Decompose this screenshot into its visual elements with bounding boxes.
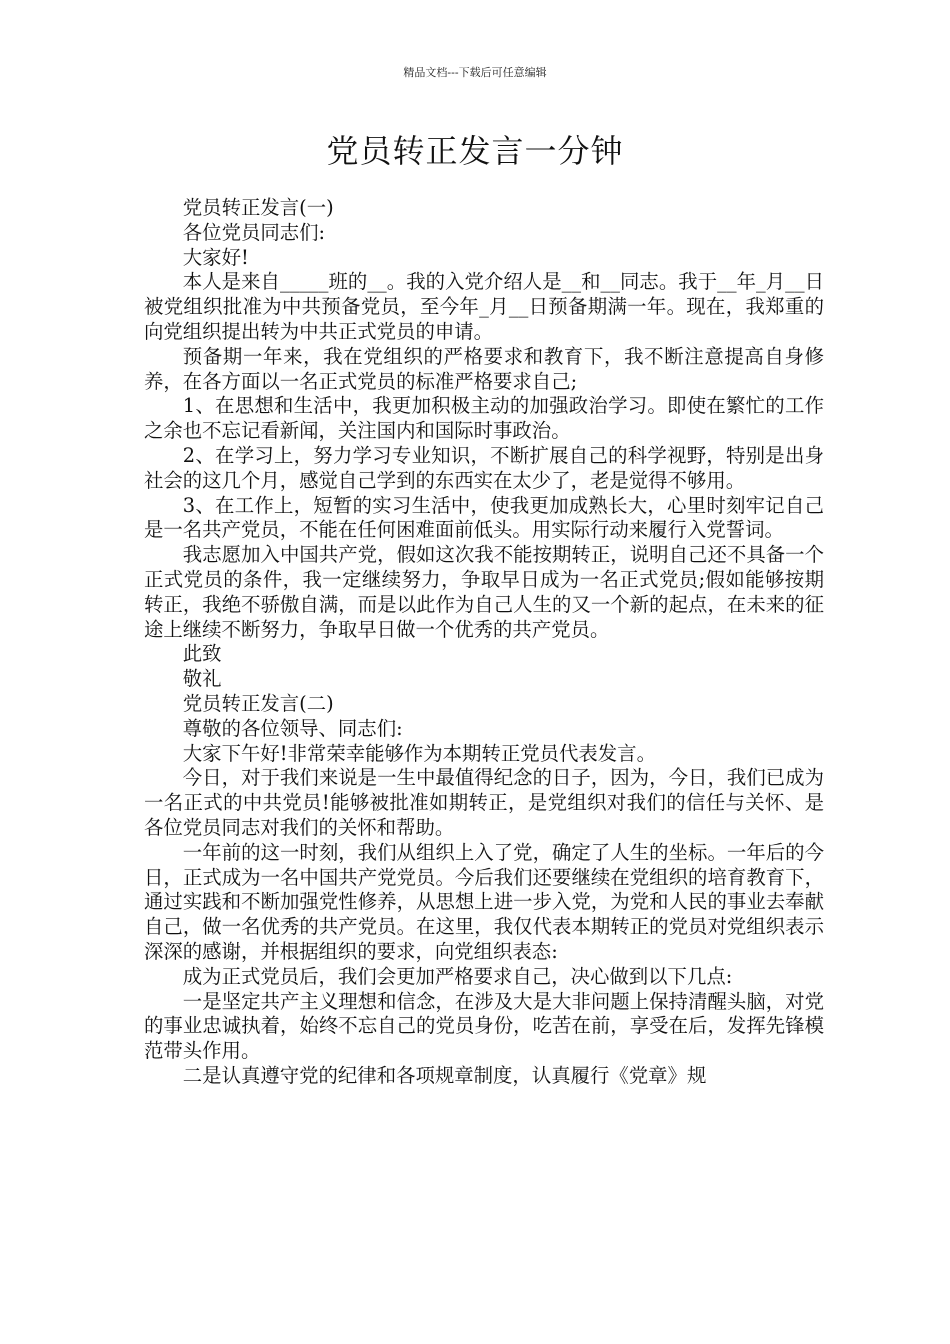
paragraph: 二是认真遵守党的纪律和各项规章制度，认真履行《党章》规	[182, 1063, 707, 1087]
paragraph: 本人是来自_____班的__。我的入党介绍人是__和__同志。我于__年_月__日被党组织批准为中共预备党员，至今年_月__日预备期满一年。现在，我郑重的向党组织提出转为中共正式党员的申请。	[144, 270, 824, 343]
paragraph: 此致	[182, 642, 222, 666]
paragraph: 尊敬的各位领导、同志们:	[182, 716, 403, 740]
paragraph: 3、在工作上，短暂的实习生活中，使我更加成熟长大，心里时刻牢记自己是一名共产党员，不能在任何困难面前低头。用实际行动来履行入党誓词。	[144, 493, 824, 542]
document-title: 党员转正发言一分钟	[326, 132, 624, 170]
paragraph: 党员转正发言(一)	[182, 196, 334, 219]
paragraph: 大家好!	[182, 245, 249, 269]
paragraph: 2、在学习上，努力学习专业知识，不断扩展自己的科学视野，特别是出身社会的这几个月，感觉自己学到的东西实在太少了，老是觉得不够用。	[144, 443, 824, 492]
paragraph: 大家下午好!非常荣幸能够作为本期转正党员代表发言。	[182, 741, 656, 765]
paragraph: 我志愿加入中国共产党，假如这次我不能按期转正，说明自己还不具备一个正式党员的条件，我一定继续努力，争取早日成为一名正式党员;假如能够按期转正，我绝不骄傲自满，而是以此作为自己人生的又一个新的起点，在未来的征途上继续不断努力，争取早日做一个优秀的共产党员。	[144, 543, 824, 641]
paragraph: 今日，对于我们来说是一生中最值得纪念的日子，因为，今日，我们已成为一名正式的中共党员!能够被批准如期转正，是党组织对我们的信任与关怀、是各位党员同志对我们的关怀和帮助。	[144, 766, 824, 839]
paragraph: 一年前的这一时刻，我们从组织上入了党，确定了人生的坐标。一年后的今日，正式成为一名中国共产党党员。今后我们还要继续在党组织的培育教育下，通过实践和不断加强党性修养，从思想上进一步入党，为党和人民的事业去奉献自己，做一名优秀的共产党员。在这里，我仅代表本期转正的党员对党组织表示深深的感谢，并根据组织的要求，向党组织表态:	[144, 840, 824, 963]
paragraph: 一是坚定共产主义理想和信念，在涉及大是大非问题上保持清醒头脑，对党的事业忠诚执着，始终不忘自己的党员身份，吃苦在前，享受在后，发挥先锋模范带头作用。	[144, 989, 824, 1063]
paragraph: 1、在思想和生活中，我更加积极主动的加强政治学习。即使在繁忙的工作之余也不忘记看新闻，关注国内和国际时事政治。	[144, 394, 824, 443]
paragraph: 预备期一年来，我在党组织的严格要求和教育下，我不断注意提高自身修养，在各方面以一名正式党员的标准严格要求自己;	[144, 344, 824, 393]
paragraph: 成为正式党员后，我们会更加严格要求自己，决心做到以下几点:	[182, 964, 733, 988]
paragraph: 各位党员同志们:	[182, 220, 326, 244]
document-body	[144, 196, 824, 1089]
page-header-note: 精品文档---下载后可任意编辑	[403, 66, 547, 79]
paragraph: 党员转正发言(二)	[182, 691, 334, 715]
paragraph: 敬礼	[182, 667, 222, 691]
